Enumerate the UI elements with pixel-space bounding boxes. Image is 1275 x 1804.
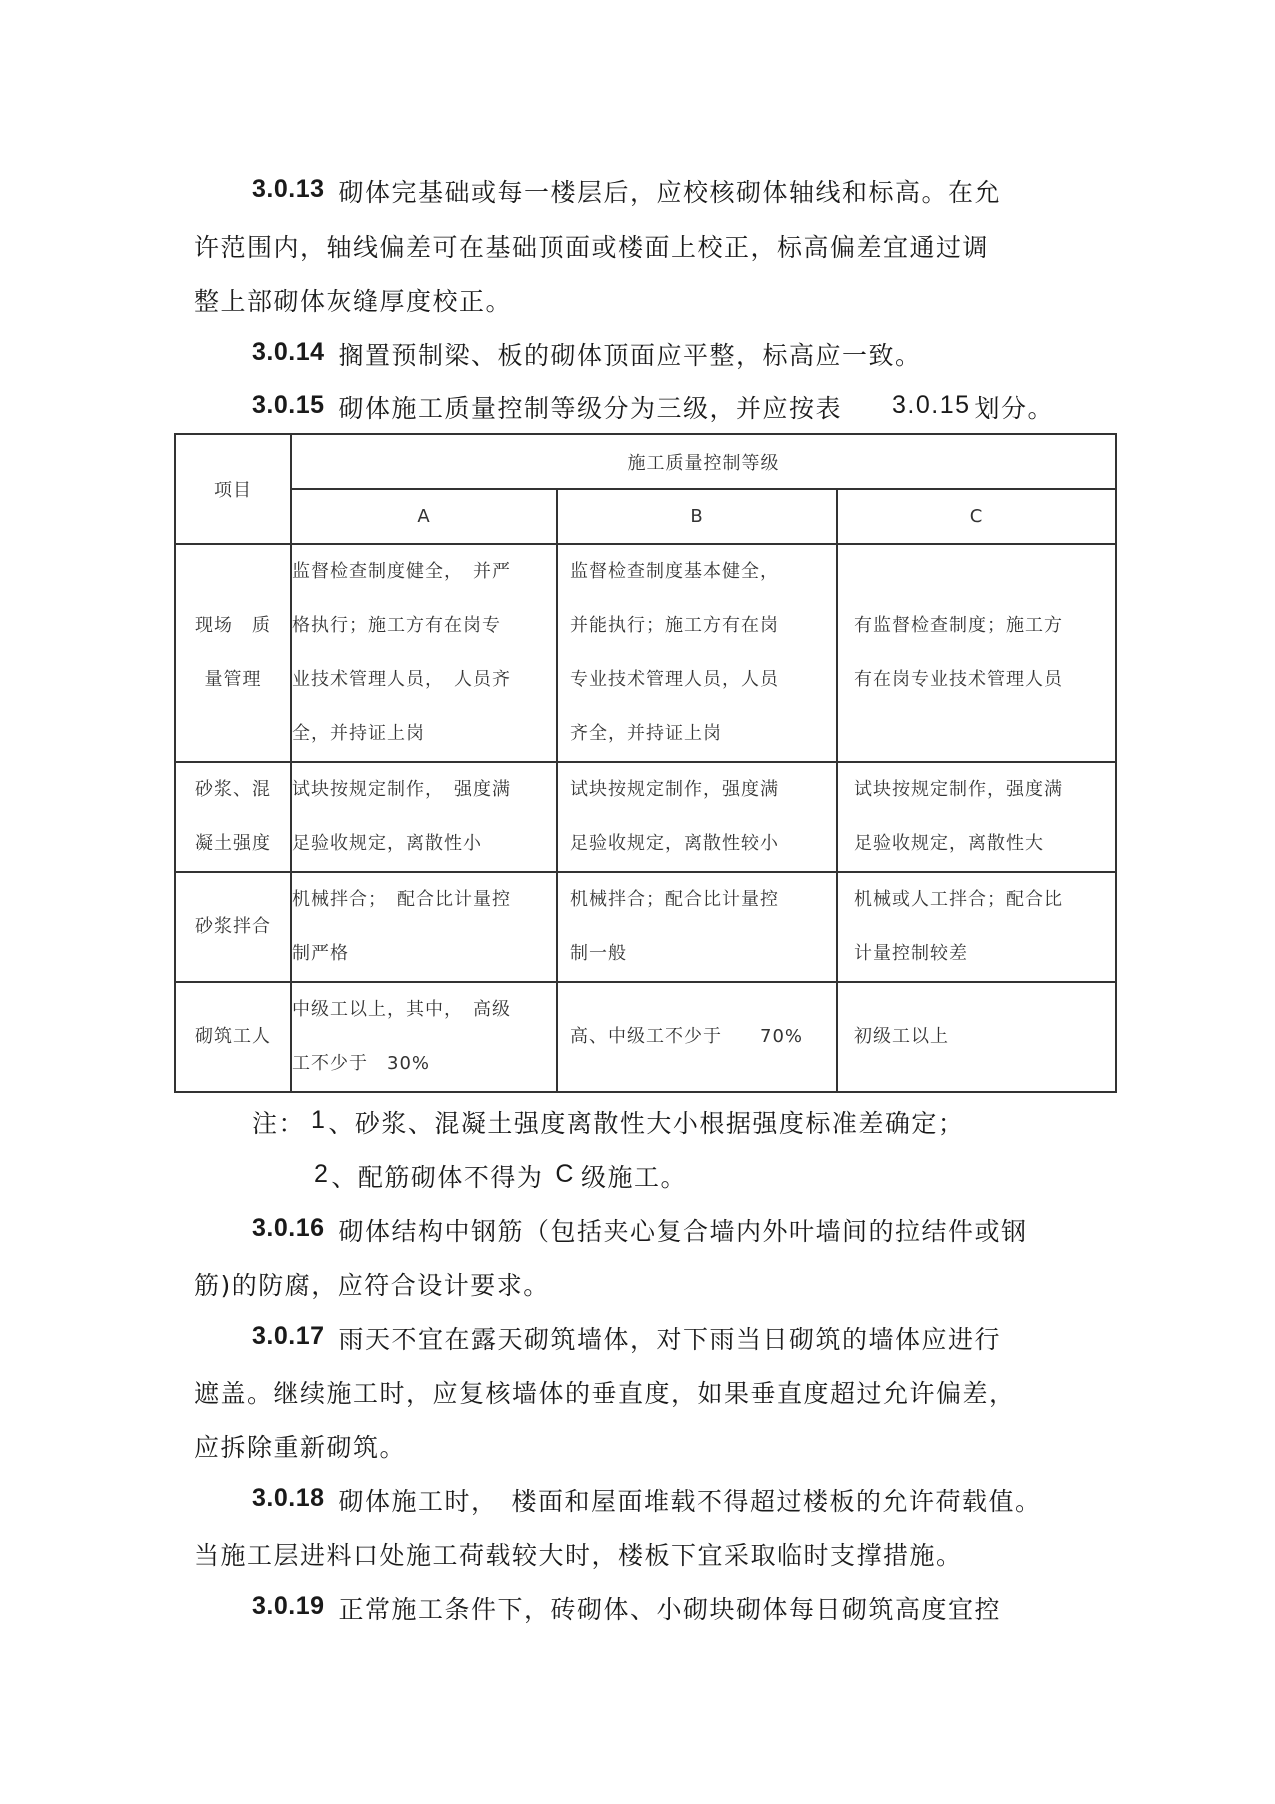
clause-3-0-17-line-2: 遮盖。继续施工时，应复核墙体的垂直度，如果垂直度超过允许偏差， xyxy=(194,1379,1016,1408)
table-row xyxy=(175,872,1116,982)
grade-b-cell: 高、中级工不少于 70% xyxy=(557,982,837,1092)
clause-number: 3.0.14 xyxy=(252,338,325,366)
table-row xyxy=(175,544,1116,762)
row-item-cell: 砂浆、混 凝土强度 xyxy=(175,762,291,872)
clause-number: 3.0.16 xyxy=(252,1214,325,1242)
row-item-cell: 砌筑工人 xyxy=(175,982,291,1092)
grade-a-cell: 中级工以上，其中， 高级 工不少于 30% xyxy=(291,982,557,1092)
clause-3-0-13-line-1: 3.0.13 砌体完基础或每一楼层后，应校核砌体轴线和标高。在允 xyxy=(252,175,1002,207)
table-reference: 3.0.15 xyxy=(892,391,971,419)
clause-number: 3.0.17 xyxy=(252,1322,325,1350)
grade-b-cell: 监督检查制度基本健全， 并能执行；施工方有在岗 专业技术管理人员，人员 齐全，并持证上岗 xyxy=(557,544,837,762)
clause-3-0-14-line-1: 3.0.14 搁置预制梁、板的砌体顶面应平整，标高应一致。 xyxy=(252,338,922,370)
clause-number: 3.0.13 xyxy=(252,175,325,203)
clause-number: 3.0.18 xyxy=(252,1484,325,1512)
grade-a-cell: 监督检查制度健全， 并严 格执行；施工方有在岗专 业技术管理人员， 人员齐 全，并持证上岗 xyxy=(291,544,557,762)
row-item-cell: 现场 质 量管理 xyxy=(175,544,291,762)
grade-b-cell: 试块按规定制作，强度满 足验收规定，离散性较小 xyxy=(557,762,837,872)
grade-a-header: A xyxy=(291,489,557,544)
table-row xyxy=(175,982,1116,1092)
grade-a-cell: 试块按规定制作， 强度满 足验收规定，离散性小 xyxy=(291,762,557,872)
table-note-2: 2、配筋砌体不得为 C 级施工。 xyxy=(314,1160,687,1192)
clause-3-0-17-line-3: 应拆除重新砌筑。 xyxy=(194,1433,407,1462)
clause-3-0-15-line-1: 3.0.15 砌体施工质量控制等级分为三级，并应按表 3.0.15 划分。 xyxy=(252,391,1055,423)
clause-3-0-16-line-1: 3.0.16 砌体结构中钢筋（包括夹心复合墙内外叶墙间的拉结件或钢 xyxy=(252,1214,1028,1246)
clause-3-0-18-line-2: 当施工层进料口处施工荷载较大时，楼板下宜采取临时支撑措施。 xyxy=(194,1541,963,1570)
clause-3-0-18-line-1: 3.0.18 砌体施工时， 楼面和屋面堆载不得超过楼板的允许荷载值。 xyxy=(252,1484,1042,1516)
clause-number: 3.0.19 xyxy=(252,1592,325,1620)
clause-3-0-16-line-2: 筋)的防腐，应符合设计要求。 xyxy=(194,1271,550,1300)
note-label: 注： xyxy=(252,1109,306,1138)
grade-c-cell: 机械或人工拌合；配合比 计量控制较差 xyxy=(837,872,1116,982)
grade-c-header: C xyxy=(837,489,1116,544)
clause-3-0-19-line-1: 3.0.19 正常施工条件下，砖砌体、小砌块砌体每日砌筑高度宜控 xyxy=(252,1592,1002,1624)
table-note-1: 注： 1、砂浆、混凝土强度离散性大小根据强度标准差确定； xyxy=(252,1106,965,1138)
clause-3-0-13-line-3: 整上部砌体灰缝厚度校正。 xyxy=(194,287,513,316)
grade-c-cell: 有监督检查制度；施工方 有在岗专业技术管理人员 xyxy=(837,544,1116,762)
quality-grade-table xyxy=(174,433,1117,1093)
grade-c-cell: 试块按规定制作，强度满 足验收规定，离散性大 xyxy=(837,762,1116,872)
clause-number: 3.0.15 xyxy=(252,391,325,419)
item-header: 项目 xyxy=(175,434,291,544)
grade-b-cell: 机械拌合；配合比计量控 制一般 xyxy=(557,872,837,982)
grade-a-cell: 机械拌合； 配合比计量控 制严格 xyxy=(291,872,557,982)
clause-3-0-17-line-1: 3.0.17 雨天不宜在露天砌筑墙体，对下雨当日砌筑的墙体应进行 xyxy=(252,1322,1002,1354)
table-row xyxy=(175,762,1116,872)
grade-b-header: B xyxy=(557,489,837,544)
clause-3-0-13-line-2: 许范围内，轴线偏差可在基础顶面或楼面上校正，标高偏差宜通过调 xyxy=(194,233,990,262)
grade-group-header: 施工质量控制等级 xyxy=(291,434,1116,489)
grade-c-cell: 初级工以上 xyxy=(837,982,1116,1092)
row-item-cell: 砂浆拌合 xyxy=(175,872,291,982)
